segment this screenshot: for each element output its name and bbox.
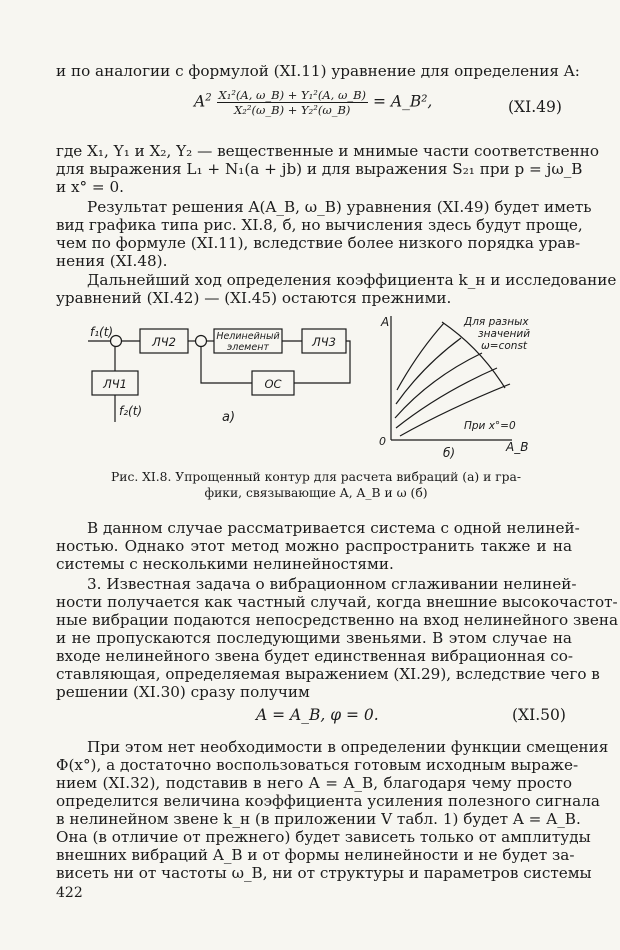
origin-label: 0	[379, 435, 386, 448]
graph-note-1: Для разных	[464, 316, 529, 328]
block-diagram	[88, 325, 350, 425]
input-f2-label: f₂(t)	[119, 404, 143, 418]
block-os-label: ОС	[264, 377, 282, 391]
graph-b	[379, 315, 530, 460]
text-line: нием (XI.32), подставив в него A = A_B, благодаря чему просто	[56, 774, 572, 792]
text-line: вид графика типа рис. XI.8, б, но вычисления здесь будут проще,	[56, 216, 583, 234]
text-line: нения (XI.48).	[56, 252, 168, 270]
text-line: системы с несколькими нелинейностями.	[56, 555, 394, 573]
text-line: решении (XI.30) сразу получим	[56, 683, 310, 701]
text-line: уравнений (XI.42) — (XI.45) остаются прежними.	[56, 289, 452, 307]
text-line: ставляющая, определяемая выражением (XI.29), вследствие чего в	[56, 665, 600, 683]
text-line: ные вибрации подаются непосредственно на вход нелинейного звена	[56, 611, 619, 629]
graph-curve	[396, 338, 461, 404]
text-line: Дальнейший ход определения коэффициента k_н и исследование	[87, 271, 617, 289]
text-line: В данном случае рассматривается система с одной нелиней-	[87, 519, 580, 537]
equation-number: (XI.50)	[512, 706, 566, 724]
figure-caption: фики, связывающие A, A_B и ω (б)	[204, 486, 428, 500]
block-lch1-label: ЛЧ1	[103, 377, 127, 391]
text-line: и не пропускаются последующими звеньями. В этом случае на	[56, 629, 572, 647]
block-nonlinear-label-1: Нелинейный	[216, 331, 280, 342]
text-line: и x° = 0.	[56, 178, 124, 196]
text-line: ности получается как частный случай, когда внешние высокочастот-	[56, 593, 618, 611]
text-line: в нелинейном звене k_н (в приложении V табл. 1) будет A = A_B.	[56, 810, 581, 828]
text-line: внешних вибраций A_B и от формы нелинейности и не будет за-	[56, 846, 575, 864]
text-line: чем по формуле (XI.11), вследствие более низкого порядка урав-	[56, 234, 581, 252]
block-lch2-label: ЛЧ2	[152, 335, 176, 349]
input-f1-label: f₁(t)	[90, 325, 114, 339]
text-line: для выражения L₁ + N₁(a + jb) и для выражения S₂₁ при p = jω_B	[56, 160, 583, 178]
text-line: висеть ни от частоты ω_B, ни от структуры и параметров системы	[56, 864, 592, 882]
text-line: определится величина коэффициента усиления полезного сигнала	[56, 792, 600, 810]
block-lch3-label: ЛЧ3	[312, 335, 336, 349]
graph-curve	[395, 353, 482, 418]
x-axis-label: A_B	[506, 440, 529, 454]
equation-xi-49: $A^2$ $\frac{\text{X₁²(A, ω\_B) + Y₁²(A, ω\_B)}}{\text{X₂²(ω\_B) + Y₂²(ω\_B)}}$ = A_B²,	[194, 88, 433, 117]
equation-xi-50: A = A_B, φ = 0.	[256, 706, 379, 724]
equation-fraction: $\frac{\text{X₁²(A, ω\_B) + Y₁²(A, ω\_B)}}{\text{X₂²(ω\_B) + Y₂²(ω\_B)}}$	[218, 88, 367, 117]
text-line: ностью. Однако этот метод можно распространить также и на	[56, 537, 572, 555]
text-line: где X₁, Y₁ и X₂, Y₂ — вещественные и мнимые части соответственно	[56, 142, 599, 160]
text-line: При этом нет необходимости в определении функции смещения	[87, 738, 609, 756]
graph-curve	[396, 368, 497, 428]
text-line: Результат решения A(A_B, ω_B) уравнения (XI.49) будет иметь	[87, 198, 592, 216]
text-line: Φ(x°), а достаточно воспользоваться готовым исходным выраже-	[56, 756, 579, 774]
text-line: входе нелинейного звена будет единственная вибрационная со-	[56, 647, 574, 665]
subfigure-a-label: а)	[222, 410, 236, 425]
equation-number: (XI.49)	[508, 98, 562, 116]
figure-xi-8	[0, 308, 620, 468]
text-line: 3. Известная задача о вибрационном сглаживании нелиней-	[87, 575, 577, 593]
text-line: Она (в отличие от прежнего) будет зависеть только от амплитуды	[56, 828, 591, 846]
page-number: 422	[56, 885, 83, 901]
graph-note-3: ω=const	[481, 340, 528, 352]
subfigure-b-label: б)	[443, 446, 456, 460]
figure-caption: Рис. XI.8. Упрощенный контур для расчета вибраций (а) и гра-	[110, 470, 522, 484]
graph-note-4: При x°=0	[464, 420, 516, 432]
block-nonlinear-label-2: элемент	[227, 342, 269, 353]
summing-junction-2	[196, 336, 207, 347]
text-line: и по аналогии с формулой (XI.11) уравнение для определения A:	[56, 62, 580, 80]
graph-note-2: значений	[478, 328, 531, 340]
summing-junction-1	[111, 336, 122, 347]
y-axis-label: A	[381, 315, 390, 329]
